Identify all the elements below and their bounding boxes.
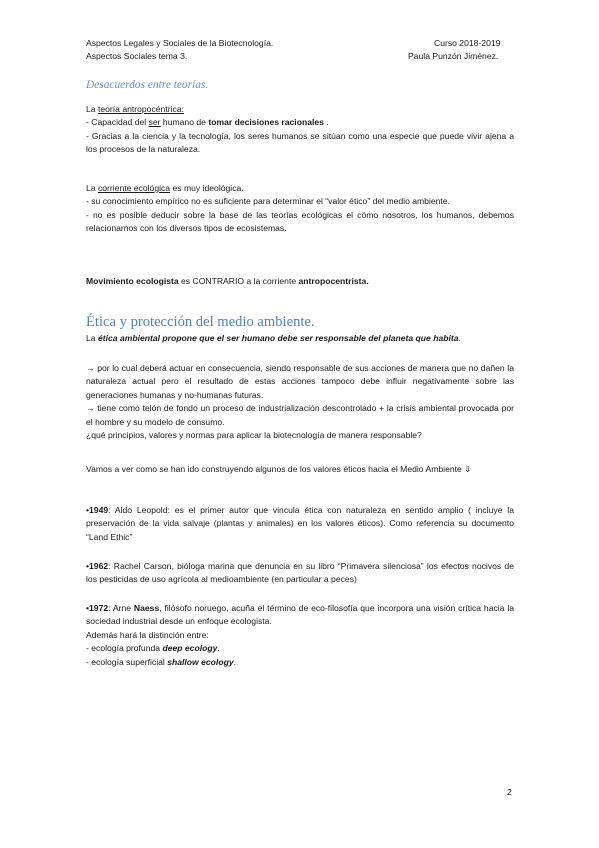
bold-decisiones: tomar decisiones racionales xyxy=(208,117,324,128)
header-right xyxy=(390,37,514,62)
year-1962 xyxy=(86,560,514,587)
term-shallow-ecology: shallow ecology xyxy=(167,656,234,667)
ecologica-intro xyxy=(86,182,514,195)
antropocentrica-bullet-2: - Gracias a la ciencia y la tecnología, los seres humanos se sitúan como una especie que puede vivir ajena a los procesos de la naturaleza. xyxy=(86,130,514,155)
distincion-line: Además hará la distinción entre: xyxy=(86,629,209,640)
year-label: •1972 xyxy=(86,603,109,613)
header-topic: Aspectos Sociales tema 3. xyxy=(86,50,188,61)
header-author: Paula Punzón Jiménez. xyxy=(408,50,499,61)
header-year: Curso 2018-2019 xyxy=(434,38,501,48)
bold-antropocentrista: antropocentrista. xyxy=(298,276,369,286)
section-title-etica: Ética y protección del medio ambiente. xyxy=(86,314,315,330)
text-span: - ecología profunda xyxy=(86,643,163,654)
arrow-point-1: → por lo cual deberá actuar en consecuencia, siendo responsable de sus acciones de manera que no dañen la naturaleza actual pero el resultado de estas acciones tampoco debe influir negativamente sobre las generaciones humanas y no-humanas futuras. xyxy=(86,363,514,400)
question-line: ¿qué principios, valores y normas para aplicar la biotecnología de manera responsable? xyxy=(86,430,422,441)
etica-intro-line xyxy=(86,332,514,345)
text-span: : Rachel Carson, bióloga marina que denuncia en su libro “Primavera silenciosa” los efectos nocivos de los pesticidas de uso agrícola al medioambiente (en particular a peces) xyxy=(86,561,514,585)
arrows-block xyxy=(86,362,514,442)
text-span: - ecología superficial xyxy=(86,656,168,667)
movimiento-ecologista xyxy=(86,275,514,288)
text-span: es CONTRARIO a la corriente xyxy=(178,276,299,286)
antropocentrica-intro xyxy=(86,103,514,116)
term-deep-ecology: deep ecology xyxy=(162,643,218,654)
bold-movimiento: Movimiento ecologista xyxy=(86,276,179,286)
ecologica-block xyxy=(86,182,514,236)
term-ser: ser xyxy=(148,117,161,128)
text-span: : Arne xyxy=(108,603,134,613)
shallow-ecology-line xyxy=(86,656,514,669)
text-span: La xyxy=(86,104,98,114)
text-span: humano de xyxy=(160,117,209,128)
bold-naess: Naess xyxy=(133,603,160,613)
year-label: •1962 xyxy=(86,561,109,571)
vamos-text: Vamos a ver como se han ido construyendo algunos de los valores éticos hacia el Medio Ambiente ⇓ xyxy=(86,464,472,474)
text-span: La xyxy=(86,333,98,343)
term-etica-ambiental: ética ambiental xyxy=(97,333,161,343)
header-course-title: Aspectos Legales y Sociales de la Biotecnología. xyxy=(86,38,274,48)
vamos-paragraph xyxy=(86,463,514,476)
header-left xyxy=(86,37,273,62)
text-span: es muy ideológica. xyxy=(170,183,244,193)
antropocentrica-bullet-1 xyxy=(86,116,514,129)
text-span: - Capacidad del xyxy=(86,117,149,128)
movimiento-line xyxy=(86,275,514,288)
text-span: , filósofo noruego, acuña el término de eco-filosofía que incorpora una visión crítica hacia la sociedad industrial desde un enfoque ecologista. xyxy=(86,603,515,627)
bold-italic-propone: propone que el ser humano debe ser responsable del planeta que habita xyxy=(160,333,459,343)
etica-intro xyxy=(86,332,514,345)
year-1949-text xyxy=(86,504,514,544)
text-span: . xyxy=(233,656,236,667)
antropocentrica-block xyxy=(86,103,514,157)
text-span: . xyxy=(323,117,329,128)
year-1972-text xyxy=(86,602,514,629)
year-label: •1949 xyxy=(86,505,109,515)
year-1972 xyxy=(86,602,514,669)
term-antropocentrica: teoría antropocéntrica: xyxy=(97,104,184,114)
text-span: La xyxy=(86,183,98,193)
arrow-point-2: → tiene como telón de fondo un proceso de industrialización descontrolado + la crisis ambiental provocada por el hombre y su modelo de consumo. xyxy=(86,403,514,427)
year-1949 xyxy=(86,504,514,544)
text-span: . xyxy=(458,333,461,343)
text-span: : Aldo Leopold: es el primer autor que vincula ética con naturaleza en sentido amplio ( incluye la preservación de la vida salvaje (plantas y animales) en los valores éticos). Como referencia su documento “Land Ethic” xyxy=(86,505,514,542)
text-span: . xyxy=(217,643,220,654)
deep-ecology-line xyxy=(86,642,514,655)
ecologica-bullet-2: - no es posible deducir sobre la base de las teorías ecológicas el cómo nosotros, los humanos, debemos relacionarnos con los diversos tipos de ecosistemas. xyxy=(86,209,514,234)
section-title-desacuerdos: Desacuerdos entre teorías. xyxy=(86,79,209,91)
ecologica-bullet-1: - su conocimiento empírico no es suficiente para determinar el “valor ético” del medio ambiente. xyxy=(86,196,450,207)
page-number: 2 xyxy=(507,787,512,797)
year-1962-text xyxy=(86,560,514,587)
term-corriente-ecologica: corriente ecológica xyxy=(97,183,171,193)
